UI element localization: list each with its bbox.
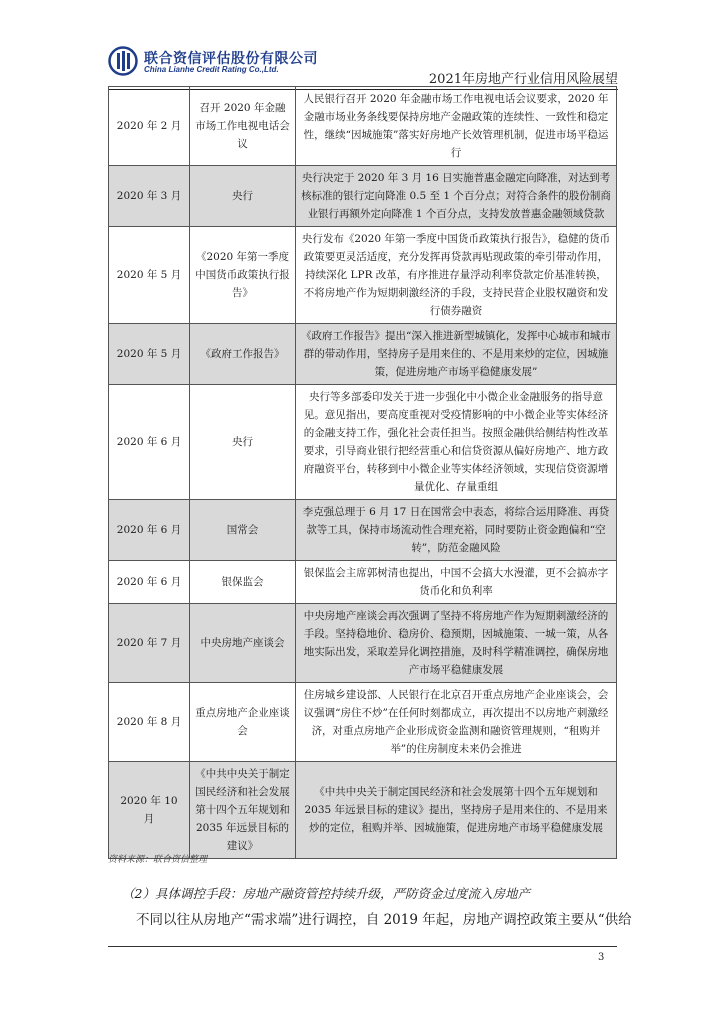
table-row	[109, 227, 617, 324]
page-number: 3	[598, 952, 605, 963]
date-cell: 2020 年 10 月	[109, 762, 190, 859]
issuer-cell: 《2020 年第一季度中国货币政策执行报告》	[190, 227, 296, 324]
company-name-en: China Lianhe Credit Rating Co.,Ltd.	[144, 65, 279, 74]
table-row	[109, 166, 617, 227]
content-cell: 银保监会主席郭树清也提出，中国不会搞大水漫灌，更不会搞赤字货币化和负利率	[296, 561, 617, 604]
issuer-cell: 央行	[190, 166, 296, 227]
date-cell: 2020 年 6 月	[109, 561, 190, 604]
table-row	[109, 762, 617, 859]
date-cell: 2020 年 3 月	[109, 166, 190, 227]
content-cell: 李克强总理于 6 月 17 日在国常会中表态，将综合运用降准、再贷款等工具，保持市场流动性合理充裕，同时要防止资金跑偏和“空转”，防范金融风险	[296, 500, 617, 561]
content-cell: 人民银行召开 2020 年金融市场工作电视电话会议要求，2020 年金融市场业务条线要保持房地产金融政策的连续性、一致性和稳定性，继续“因城施策”落实好房地产长效管理机制，促进市场平稳运行	[296, 87, 617, 166]
date-cell: 2020 年 5 月	[109, 324, 190, 385]
table-row	[109, 385, 617, 500]
date-cell: 2020 年 5 月	[109, 227, 190, 324]
content-cell: 央行决定于 2020 年 3 月 16 日实施普惠金融定向降准，对达到考核标准的银行定向降准 0.5 至 1 个百分点；对符合条件的股份制商业银行再额外定向降准 1 个百分点，支持发放普惠金融领域贷款	[296, 166, 617, 227]
table-row	[109, 604, 617, 683]
issuer-cell: 《政府工作报告》	[190, 324, 296, 385]
content-cell: 住房城乡建设部、人民银行在北京召开重点房地产企业座谈会，会议强调“房住不炒”在任何时刻都成立，再次提出不以房地产刺激经济，对重点房地产企业形成资金监测和融资管理规则，“租购并举”的住房制度未来仍会推进	[296, 683, 617, 762]
date-cell: 2020 年 7 月	[109, 604, 190, 683]
content-cell: 《政府工作报告》提出“深入推进新型城镇化，发挥中心城市和城市群的带动作用，坚持房子是用来住的、不是用来炒的定位，因城施策，促进房地产市场平稳健康发展”	[296, 324, 617, 385]
content-cell: 中央房地产座谈会再次强调了坚持不将房地产作为短期刺激经济的手段。坚持稳地价、稳房价、稳预期，因城施策、一城一策，从各地实际出发，采取差异化调控措施，及时科学精准调控，确保房地产市场平稳健康发展	[296, 604, 617, 683]
page-header	[108, 42, 618, 90]
issuer-cell: 中央房地产座谈会	[190, 604, 296, 683]
table-row	[109, 324, 617, 385]
table-row	[109, 561, 617, 604]
table-row	[109, 683, 617, 762]
content-cell: 《中共中央关于制定国民经济和社会发展第十四个五年规划和 2035 年远景目标的建议》提出，坚持房子是用来住的、不是用来炒的定位，租购并举、因城施策，促进房地产市场平稳健康发展	[296, 762, 617, 859]
content-cell: 央行发布《2020 年第一季度中国货币政策执行报告》，稳健的货币政策要更灵活适度，充分发挥再贷款再贴现政策的牵引带动作用，持续深化 LPR 改革，有序推进存量浮动利率贷款定价基准转换，不将房地产作为短期刺激经济的手段，支持民营企业股权融资和发行债券融资	[296, 227, 617, 324]
section-heading: （2）具体调控手段：房地产融资管控持续升级，严防资金过度流入房地产	[122, 886, 530, 901]
table-row	[109, 500, 617, 561]
issuer-cell: 《中共中央关于制定国民经济和社会发展第十四个五年规划和 2035 年远景目标的建议》	[190, 762, 296, 859]
issuer-cell: 召开 2020 年金融市场工作电视电话会议	[190, 87, 296, 166]
date-cell: 2020 年 2 月	[109, 87, 190, 166]
report-title: 2021年房地产行业信用风险展望	[428, 72, 618, 87]
body-paragraph: 不同以往从房地产“需求端”进行调控，自 2019 年起，房地产调控政策主要从“供给	[136, 912, 632, 928]
issuer-cell: 重点房地产企业座谈会	[190, 683, 296, 762]
date-cell: 2020 年 8 月	[109, 683, 190, 762]
source-note: 资料来源：联合资信整理	[108, 855, 208, 865]
company-name-cn: 联合资信评估股份有限公司	[144, 51, 318, 67]
issuer-cell: 国常会	[190, 500, 296, 561]
date-cell: 2020 年 6 月	[109, 385, 190, 500]
table-row	[109, 87, 617, 166]
content-cell: 央行等多部委印发关于进一步强化中小微企业金融服务的指导意见。意见指出，要高度重视对受疫情影响的中小微企业等实体经济的金融支持工作，强化社会责任担当。按照金融供给侧结构性改革要求，引导商业银行把经营重心和信贷资源从偏好房地产、地方政府融资平台，转移到中小微企业等实体经济领域，实现信贷资源增量优化、存量重组	[296, 385, 617, 500]
date-cell: 2020 年 6 月	[109, 500, 190, 561]
company-logo-icon	[108, 46, 138, 76]
issuer-cell: 央行	[190, 385, 296, 500]
footer-divider	[108, 946, 617, 947]
policy-table	[108, 86, 617, 859]
issuer-cell: 银保监会	[190, 561, 296, 604]
